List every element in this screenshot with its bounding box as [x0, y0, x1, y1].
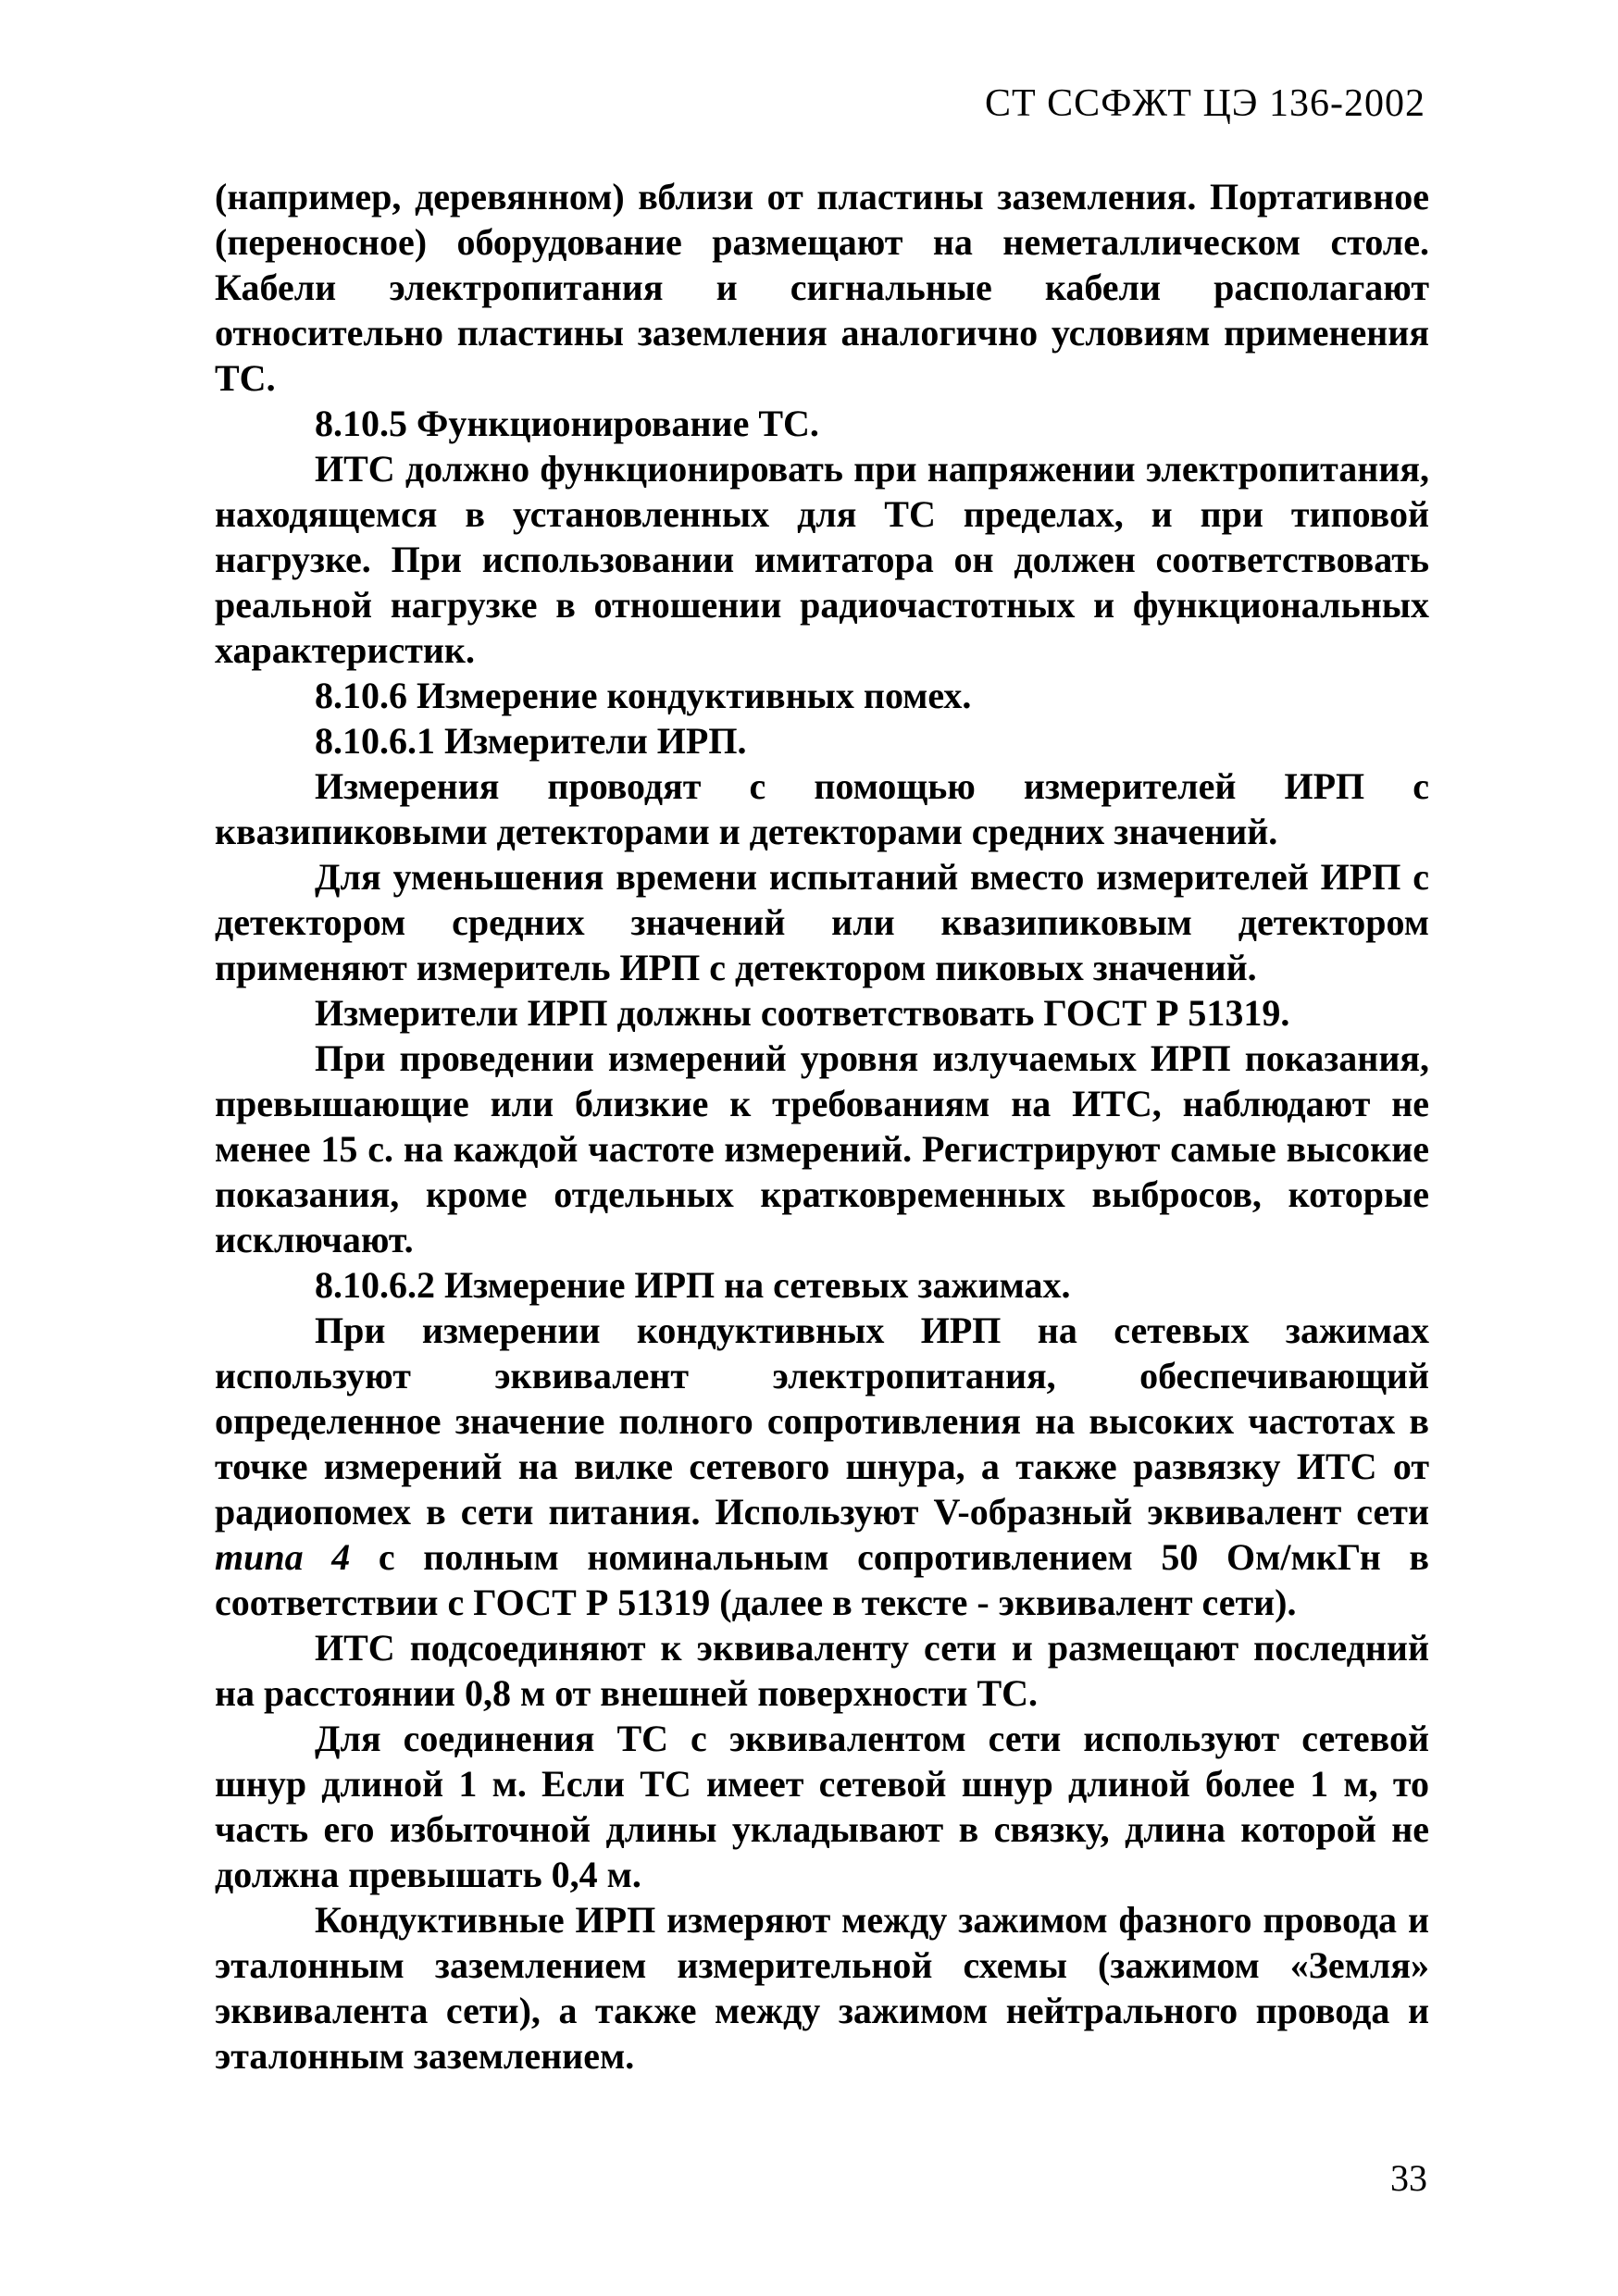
paragraph: ИТС подсоединяют к эквиваленту сети и размещают последний на расстоянии 0,8 м от внешней поверхности ТС.	[215, 1627, 1429, 1714]
section-heading: 8.10.6.2 Измерение ИРП на сетевых зажимах.	[315, 1264, 1071, 1306]
page-number: 33	[1390, 2157, 1427, 2199]
paragraph: ИТС должно функционировать при напряжении электропитания, находящемся в установленных для ТС пределах, и при типовой нагрузке. При использовании имитатора он должен соответствовать реальной нагрузке в отношении радиочастотных и функциональных характеристик.	[215, 448, 1429, 671]
section-heading: 8.10.6.1 Измерители ИРП.	[315, 720, 747, 762]
document-header: СТ ССФЖТ ЦЭ 136-2002	[985, 82, 1425, 125]
paragraph: Для уменьшения времени испытаний вместо измерителей ИРП с детектором средних значений или квазипиковым детектором применяют измеритель ИРП с детектором пиковых значений.	[215, 856, 1429, 988]
section-heading: 8.10.5 Функционирование ТС.	[315, 403, 819, 444]
paragraph: Кондуктивные ИРП измеряют между зажимом фазного провода и эталонным заземлением измерительной схемы (зажимом «Земля» эквивалента сети), а также между зажимом нейтрального провода и эталонным заземлением.	[215, 1899, 1429, 2077]
paragraph-italic-text: типа 4	[215, 1536, 351, 1578]
section-heading: 8.10.6 Измерение кондуктивных помех.	[315, 675, 972, 716]
paragraph: (например, деревянном) вблизи от пластины заземления. Портативное (переносное) оборудование размещают на неметаллическом столе. Кабели электропитания и сигнальные кабели располагают относительно пластины заземления аналогично условиям применения ТС.	[215, 176, 1429, 399]
paragraph	[215, 1308, 1429, 1625]
paragraph-text: При измерении кондуктивных ИРП на сетевых зажимах используют эквивалент электропитания, обеспечивающий определенное значение полного сопротивления на высоких частотах в точке измерений на вилке сетевого шнура, а также развязку ИТС от радиопомех в сети питания. Используют V-образный эквивалент сети	[215, 1309, 1429, 1533]
paragraph: Измерения проводят с помощью измерителей ИРП с квазипиковыми детекторами и детекторами средних значений.	[215, 765, 1429, 852]
document-body	[215, 174, 1429, 2079]
paragraph: Измерители ИРП должны соответствовать ГОСТ Р 51319.	[315, 992, 1290, 1034]
paragraph-text: с полным номинальным сопротивлением 50 Ом/мкГн в соответствии с ГОСТ Р 51319 (далее в тексте - эквивалент сети).	[215, 1536, 1429, 1623]
paragraph: При проведении измерений уровня излучаемых ИРП показания, превышающие или близкие к требованиям на ИТС, наблюдают не менее 15 с. на каждой частоте измерений. Регистрируют самые высокие показания, кроме отдельных кратковременных выбросов, которые исключают.	[215, 1037, 1429, 1260]
paragraph: Для соединения ТС с эквивалентом сети используют сетевой шнур длиной 1 м. Если ТС имеет сетевой шнур длиной более 1 м, то часть его избыточной длины укладывают в связку, длина которой не должна превышать 0,4 м.	[215, 1718, 1429, 1895]
